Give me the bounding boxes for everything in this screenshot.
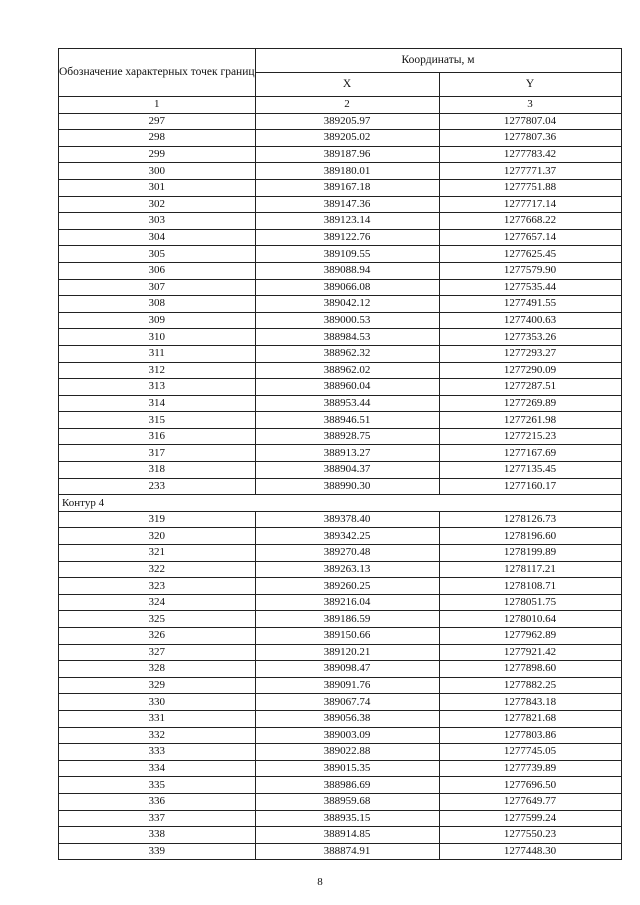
x-coordinate-cell: 389180.01 bbox=[255, 163, 439, 180]
y-coordinate-cell: 1277550.23 bbox=[439, 827, 621, 844]
table-row bbox=[59, 644, 622, 661]
section-row bbox=[59, 495, 622, 512]
x-coordinate-cell: 389000.53 bbox=[255, 312, 439, 329]
table-row bbox=[59, 428, 622, 445]
point-id-cell: 335 bbox=[59, 777, 256, 794]
table-row bbox=[59, 511, 622, 528]
point-id-cell: 308 bbox=[59, 296, 256, 313]
x-coordinate-cell: 388962.32 bbox=[255, 345, 439, 362]
rows-part-2 bbox=[59, 511, 622, 859]
point-id-cell: 318 bbox=[59, 462, 256, 479]
y-coordinate-cell: 1277803.86 bbox=[439, 727, 621, 744]
table-row bbox=[59, 478, 622, 495]
y-coordinate-cell: 1277783.42 bbox=[439, 146, 621, 163]
x-coordinate-cell: 389042.12 bbox=[255, 296, 439, 313]
x-coordinate-cell: 388986.69 bbox=[255, 777, 439, 794]
section-label: Контур 4 bbox=[59, 495, 622, 512]
table-row bbox=[59, 130, 622, 147]
x-coordinate-cell: 389015.35 bbox=[255, 760, 439, 777]
y-coordinate-cell: 1277649.77 bbox=[439, 793, 621, 810]
table-row bbox=[59, 146, 622, 163]
point-id-cell: 298 bbox=[59, 130, 256, 147]
y-coordinate-cell: 1277807.04 bbox=[439, 113, 621, 130]
x-coordinate-cell: 389186.59 bbox=[255, 611, 439, 628]
x-coordinate-cell: 389263.13 bbox=[255, 561, 439, 578]
x-coordinate-cell: 389123.14 bbox=[255, 213, 439, 230]
y-coordinate-cell: 1277167.69 bbox=[439, 445, 621, 462]
y-coordinate-cell: 1277625.45 bbox=[439, 246, 621, 263]
table-row bbox=[59, 810, 622, 827]
point-id-cell: 324 bbox=[59, 594, 256, 611]
point-id-cell: 302 bbox=[59, 196, 256, 213]
x-coordinate-cell: 389205.97 bbox=[255, 113, 439, 130]
x-coordinate-cell: 389260.25 bbox=[255, 578, 439, 595]
table-row bbox=[59, 462, 622, 479]
table-row bbox=[59, 329, 622, 346]
table-row bbox=[59, 445, 622, 462]
section-block bbox=[59, 495, 622, 512]
point-id-cell: 332 bbox=[59, 727, 256, 744]
x-coordinate-cell: 389022.88 bbox=[255, 744, 439, 761]
table-row bbox=[59, 561, 622, 578]
y-coordinate-cell: 1277751.88 bbox=[439, 179, 621, 196]
table-row bbox=[59, 843, 622, 860]
x-coordinate-cell: 388953.44 bbox=[255, 395, 439, 412]
table-row bbox=[59, 345, 622, 362]
column-number-3: 3 bbox=[439, 97, 621, 114]
table-row bbox=[59, 594, 622, 611]
y-coordinate-cell: 1277921.42 bbox=[439, 644, 621, 661]
header-row bbox=[59, 49, 622, 73]
x-coordinate-cell: 389270.48 bbox=[255, 545, 439, 562]
x-coordinate-cell: 388990.30 bbox=[255, 478, 439, 495]
point-id-cell: 301 bbox=[59, 179, 256, 196]
rows-part-1 bbox=[59, 113, 622, 495]
point-id-cell: 325 bbox=[59, 611, 256, 628]
y-coordinate-cell: 1277657.14 bbox=[439, 229, 621, 246]
table-row bbox=[59, 229, 622, 246]
table-row bbox=[59, 213, 622, 230]
points-header: Обозначение характерных точек границ bbox=[59, 49, 256, 97]
x-coordinate-cell: 389205.02 bbox=[255, 130, 439, 147]
point-id-cell: 233 bbox=[59, 478, 256, 495]
x-coordinate-cell: 388874.91 bbox=[255, 843, 439, 860]
table-row bbox=[59, 196, 622, 213]
y-coordinate-cell: 1277293.27 bbox=[439, 345, 621, 362]
y-coordinate-cell: 1277160.17 bbox=[439, 478, 621, 495]
table-row bbox=[59, 744, 622, 761]
y-coordinate-cell: 1277696.50 bbox=[439, 777, 621, 794]
point-id-cell: 334 bbox=[59, 760, 256, 777]
table-row bbox=[59, 312, 622, 329]
point-id-cell: 323 bbox=[59, 578, 256, 595]
point-id-cell: 322 bbox=[59, 561, 256, 578]
x-coordinate-cell: 389122.76 bbox=[255, 229, 439, 246]
point-id-cell: 311 bbox=[59, 345, 256, 362]
y-coordinate-cell: 1278051.75 bbox=[439, 594, 621, 611]
x-coordinate-cell: 388928.75 bbox=[255, 428, 439, 445]
point-id-cell: 320 bbox=[59, 528, 256, 545]
point-id-cell: 339 bbox=[59, 843, 256, 860]
x-coordinate-cell: 389147.36 bbox=[255, 196, 439, 213]
y-coordinate-cell: 1277269.89 bbox=[439, 395, 621, 412]
x-coordinate-cell: 388984.53 bbox=[255, 329, 439, 346]
table-row bbox=[59, 611, 622, 628]
table-row bbox=[59, 163, 622, 180]
y-coordinate-cell: 1277807.36 bbox=[439, 130, 621, 147]
table-row bbox=[59, 395, 622, 412]
point-id-cell: 299 bbox=[59, 146, 256, 163]
y-coordinate-cell: 1277843.18 bbox=[439, 694, 621, 711]
point-id-cell: 319 bbox=[59, 511, 256, 528]
y-coordinate-cell: 1277745.05 bbox=[439, 744, 621, 761]
y-coordinate-cell: 1277287.51 bbox=[439, 379, 621, 396]
x-coordinate-cell: 389216.04 bbox=[255, 594, 439, 611]
point-id-cell: 326 bbox=[59, 628, 256, 645]
column-number-row bbox=[59, 97, 622, 114]
y-coordinate-cell: 1277448.30 bbox=[439, 843, 621, 860]
y-coordinate-cell: 1278196.60 bbox=[439, 528, 621, 545]
y-coordinate-cell: 1278199.89 bbox=[439, 545, 621, 562]
x-header: X bbox=[255, 73, 439, 97]
y-coordinate-cell: 1278010.64 bbox=[439, 611, 621, 628]
column-number-2: 2 bbox=[255, 97, 439, 114]
y-coordinate-cell: 1277717.14 bbox=[439, 196, 621, 213]
table-row bbox=[59, 296, 622, 313]
point-id-cell: 303 bbox=[59, 213, 256, 230]
point-id-cell: 330 bbox=[59, 694, 256, 711]
x-coordinate-cell: 389098.47 bbox=[255, 661, 439, 678]
y-coordinate-cell: 1277771.37 bbox=[439, 163, 621, 180]
x-coordinate-cell: 388904.37 bbox=[255, 462, 439, 479]
x-coordinate-cell: 388960.04 bbox=[255, 379, 439, 396]
table-row bbox=[59, 412, 622, 429]
y-coordinate-cell: 1277491.55 bbox=[439, 296, 621, 313]
table-row bbox=[59, 677, 622, 694]
x-coordinate-cell: 389109.55 bbox=[255, 246, 439, 263]
table-row bbox=[59, 727, 622, 744]
x-coordinate-cell: 388914.85 bbox=[255, 827, 439, 844]
x-coordinate-cell: 389187.96 bbox=[255, 146, 439, 163]
point-id-cell: 304 bbox=[59, 229, 256, 246]
x-coordinate-cell: 389091.76 bbox=[255, 677, 439, 694]
point-id-cell: 306 bbox=[59, 262, 256, 279]
point-id-cell: 300 bbox=[59, 163, 256, 180]
x-coordinate-cell: 388962.02 bbox=[255, 362, 439, 379]
point-id-cell: 317 bbox=[59, 445, 256, 462]
point-id-cell: 321 bbox=[59, 545, 256, 562]
x-coordinate-cell: 389088.94 bbox=[255, 262, 439, 279]
coordinates-header: Координаты, м bbox=[255, 49, 621, 73]
x-coordinate-cell: 389342.25 bbox=[255, 528, 439, 545]
table-row bbox=[59, 710, 622, 727]
point-id-cell: 331 bbox=[59, 710, 256, 727]
point-id-cell: 316 bbox=[59, 428, 256, 445]
table-row bbox=[59, 179, 622, 196]
x-coordinate-cell: 389066.08 bbox=[255, 279, 439, 296]
y-coordinate-cell: 1277962.89 bbox=[439, 628, 621, 645]
table-row bbox=[59, 279, 622, 296]
x-coordinate-cell: 388913.27 bbox=[255, 445, 439, 462]
x-coordinate-cell: 389120.21 bbox=[255, 644, 439, 661]
point-id-cell: 309 bbox=[59, 312, 256, 329]
x-coordinate-cell: 388946.51 bbox=[255, 412, 439, 429]
y-coordinate-cell: 1277579.90 bbox=[439, 262, 621, 279]
x-coordinate-cell: 389056.38 bbox=[255, 710, 439, 727]
table-row bbox=[59, 246, 622, 263]
y-coordinate-cell: 1278126.73 bbox=[439, 511, 621, 528]
point-id-cell: 338 bbox=[59, 827, 256, 844]
point-id-cell: 297 bbox=[59, 113, 256, 130]
y-coordinate-cell: 1277739.89 bbox=[439, 760, 621, 777]
point-id-cell: 333 bbox=[59, 744, 256, 761]
x-coordinate-cell: 389067.74 bbox=[255, 694, 439, 711]
x-coordinate-cell: 389003.09 bbox=[255, 727, 439, 744]
point-id-cell: 314 bbox=[59, 395, 256, 412]
point-id-cell: 312 bbox=[59, 362, 256, 379]
y-coordinate-cell: 1277215.23 bbox=[439, 428, 621, 445]
y-coordinate-cell: 1277535.44 bbox=[439, 279, 621, 296]
x-coordinate-cell: 389150.66 bbox=[255, 628, 439, 645]
coordinates-table bbox=[58, 48, 622, 860]
table-row bbox=[59, 793, 622, 810]
y-coordinate-cell: 1277290.09 bbox=[439, 362, 621, 379]
y-coordinate-cell: 1278117.21 bbox=[439, 561, 621, 578]
point-id-cell: 327 bbox=[59, 644, 256, 661]
table-row bbox=[59, 545, 622, 562]
y-coordinate-cell: 1277261.98 bbox=[439, 412, 621, 429]
point-id-cell: 313 bbox=[59, 379, 256, 396]
y-coordinate-cell: 1277135.45 bbox=[439, 462, 621, 479]
point-id-cell: 307 bbox=[59, 279, 256, 296]
y-header: Y bbox=[439, 73, 621, 97]
y-coordinate-cell: 1277898.60 bbox=[439, 661, 621, 678]
table-row bbox=[59, 262, 622, 279]
page-number: 8 bbox=[317, 876, 323, 888]
table-row bbox=[59, 113, 622, 130]
table-row bbox=[59, 760, 622, 777]
point-id-cell: 305 bbox=[59, 246, 256, 263]
point-id-cell: 329 bbox=[59, 677, 256, 694]
table-row bbox=[59, 827, 622, 844]
table-row bbox=[59, 694, 622, 711]
table-row bbox=[59, 777, 622, 794]
x-coordinate-cell: 388959.68 bbox=[255, 793, 439, 810]
point-id-cell: 310 bbox=[59, 329, 256, 346]
column-number-1: 1 bbox=[59, 97, 256, 114]
point-id-cell: 315 bbox=[59, 412, 256, 429]
x-coordinate-cell: 389167.18 bbox=[255, 179, 439, 196]
x-coordinate-cell: 389378.40 bbox=[255, 511, 439, 528]
table-row bbox=[59, 578, 622, 595]
point-id-cell: 337 bbox=[59, 810, 256, 827]
point-id-cell: 336 bbox=[59, 793, 256, 810]
x-coordinate-cell: 388935.15 bbox=[255, 810, 439, 827]
y-coordinate-cell: 1277882.25 bbox=[439, 677, 621, 694]
y-coordinate-cell: 1277668.22 bbox=[439, 213, 621, 230]
table-row bbox=[59, 528, 622, 545]
y-coordinate-cell: 1278108.71 bbox=[439, 578, 621, 595]
y-coordinate-cell: 1277821.68 bbox=[439, 710, 621, 727]
y-coordinate-cell: 1277353.26 bbox=[439, 329, 621, 346]
point-id-cell: 328 bbox=[59, 661, 256, 678]
y-coordinate-cell: 1277400.63 bbox=[439, 312, 621, 329]
table-row bbox=[59, 661, 622, 678]
table-row bbox=[59, 628, 622, 645]
y-coordinate-cell: 1277599.24 bbox=[439, 810, 621, 827]
table-row bbox=[59, 362, 622, 379]
table-row bbox=[59, 379, 622, 396]
